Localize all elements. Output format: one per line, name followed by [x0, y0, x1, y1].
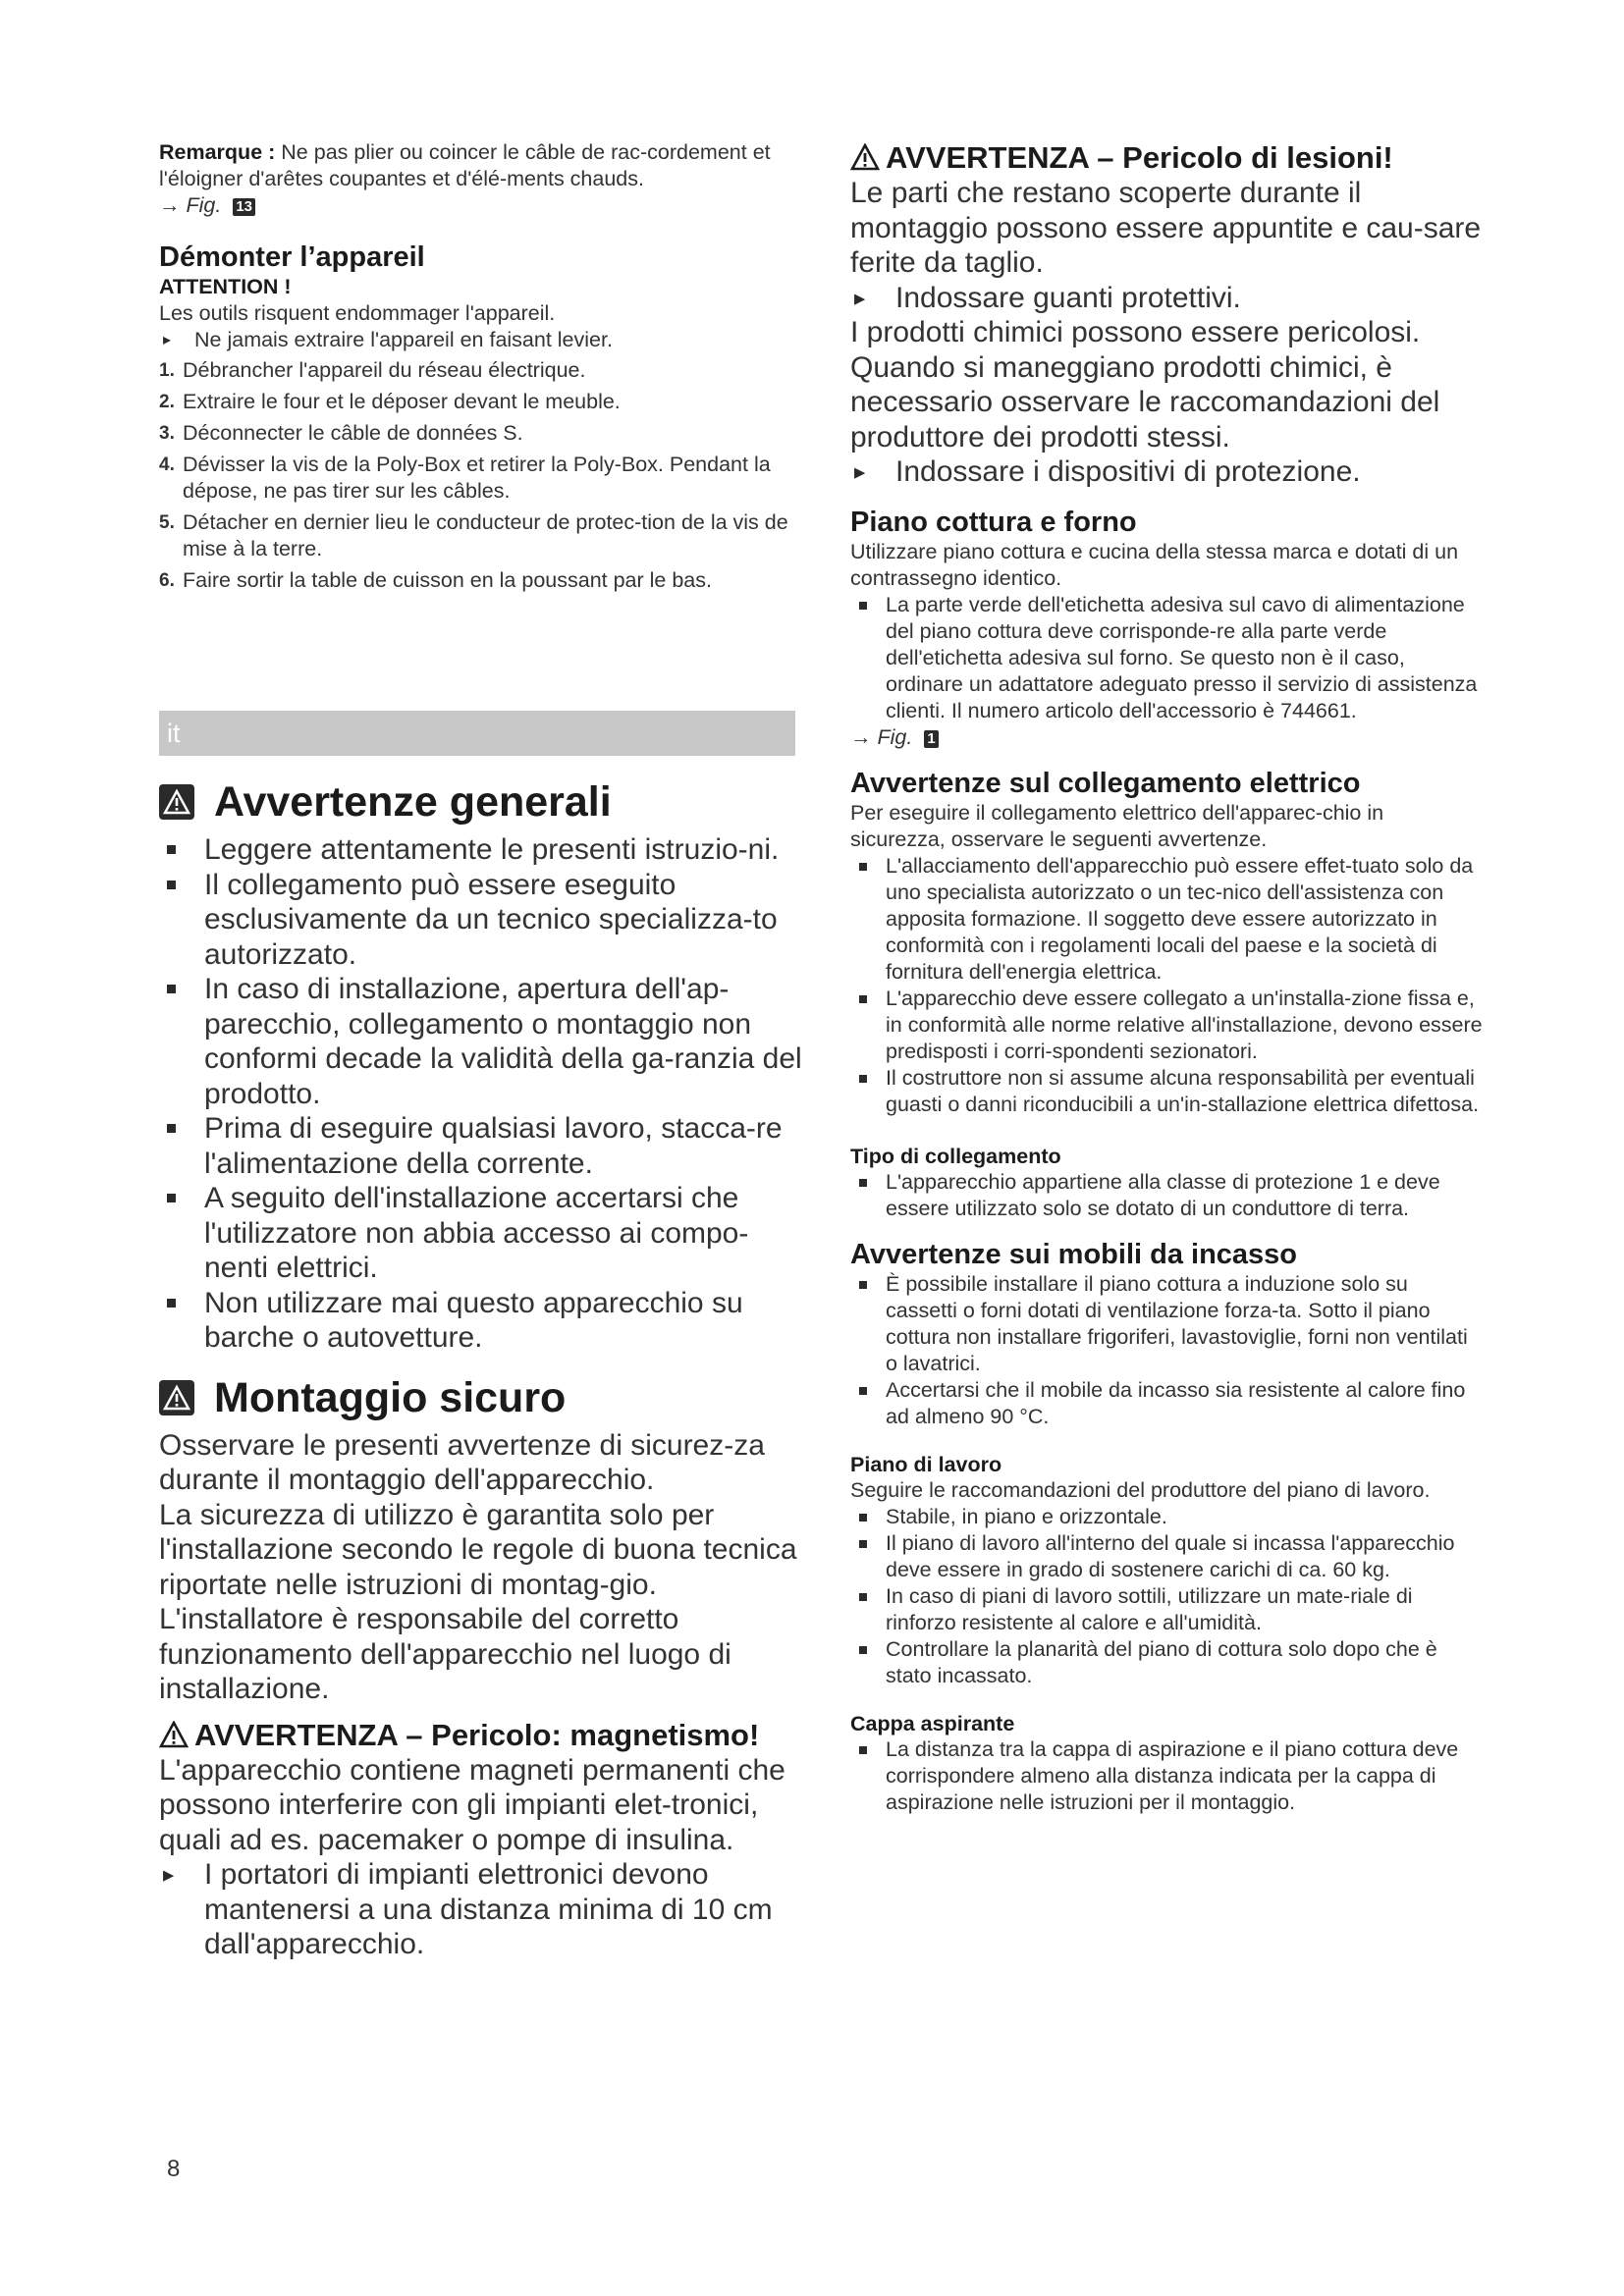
magnetismo-warning-text: L'apparecchio contiene magneti permanenti che possono interferire con gli impianti elet-tronici, quali ad es. pacemaker o pompe di insulina.: [159, 1753, 785, 1856]
warning-triangle-icon: [850, 143, 880, 171]
lesioni-bullet: ▸ Indossare guanti protettivi.: [850, 281, 1483, 316]
list-item: Controllare la planarità del piano di cottura solo dopo che è stato incassato.: [850, 1636, 1483, 1689]
warning-icon: [159, 1380, 194, 1415]
list-item: L'apparecchio deve essere collegato a un'installa-zione fissa e, in conformità alle norme relative all'installazione, devono essere predisposti i corri-spondenti sezionatori.: [850, 986, 1483, 1065]
piano-cottura-title: Piano cottura e forno: [850, 506, 1137, 538]
piano-lavoro-list: [850, 1504, 1483, 1689]
fig-label: Fig.: [186, 193, 222, 217]
montaggio-para-2: La sicurezza di utilizzo è garantita solo per l'installazione secondo le regole di buona tecnica riportate nelle istruzioni di montag-gio. L'installatore è responsabile del corretto funzionamento dell'apparecchio nel luogo di installazione.: [159, 1498, 797, 1705]
step-number: 2.: [159, 392, 175, 412]
avvertenze-generali-heading: [159, 777, 807, 827]
step-text: Faire sortir la table de cuisson en la poussant par le bas.: [183, 568, 712, 592]
list-item: Il collegamento può essere eseguito esclusivamente da un tecnico specializza-to autorizzato.: [159, 868, 807, 973]
list-item: In caso di installazione, apertura dell'ap-parecchio, collegamento o montaggio non conformi decade la validità della ga-ranzia del prodotto.: [159, 972, 807, 1111]
magnetismo-warning-heading: [159, 1717, 807, 1753]
right-column: [850, 139, 1483, 1816]
piano-lavoro-title: Piano di lavoro: [850, 1452, 1002, 1476]
step-number: 5.: [159, 512, 175, 533]
lesioni-warning-title: AVVERTENZA – Pericolo di lesioni!: [886, 140, 1393, 175]
cappa-list: [850, 1736, 1483, 1816]
step-number: 4.: [159, 454, 175, 475]
mobili-incasso-title: Avvertenze sui mobili da incasso: [850, 1238, 1298, 1270]
demonter-title: Démonter l’appareil: [159, 241, 425, 273]
attention-text: Les outils risquent endommager l'appareil.: [159, 301, 556, 325]
list-item: Il piano di lavoro all'interno del quale si incassa l'apparecchio deve essere in grado di sostenere carichi di ca. 60 kg.: [850, 1530, 1483, 1583]
step-text: Débrancher l'appareil du réseau électrique.: [183, 358, 586, 382]
list-item: Stabile, in piano e orizzontale.: [850, 1504, 1483, 1530]
list-item: Accertarsi che il mobile da incasso sia resistente al calore fino ad almeno 90 °C.: [850, 1377, 1483, 1430]
piano-cottura-text: Utilizzare piano cottura e cucina della stessa marca e dotati di un contrassegno identico.: [850, 539, 1459, 590]
remark-fig-ref: [159, 192, 795, 219]
mobili-incasso-list: [850, 1271, 1483, 1430]
step-number: 6.: [159, 570, 175, 591]
list-item: È possibile installare il piano cottura a induzione solo su cassetti o forni dotati di ventilazione forza-ta. Sotto il piano cottura non installare frigoriferi, lavastoviglie, forni non ventilati o lavatrici.: [850, 1271, 1483, 1377]
lesioni-bullet: ▸ Indossare i dispositivi di protezione.: [850, 454, 1483, 490]
step-item: [159, 420, 795, 447]
montaggio-para-1: Osservare le presenti avvertenze di sicurez-za durante il montaggio dell'apparecchio.: [159, 1428, 765, 1496]
fig-number-badge: 13: [233, 198, 255, 216]
avvertenze-generali-title: Avvertenze generali: [214, 778, 612, 826]
lesioni-text-2: I prodotti chimici possono essere pericolosi. Quando si maneggiano prodotti chimici, è necessario osservare le raccomandazioni del produttore dei prodotti stessi.: [850, 316, 1440, 454]
step-text: Détacher en dernier lieu le conducteur de protec-tion de la vis de mise à la terre.: [183, 510, 788, 561]
cappa-title: Cappa aspirante: [850, 1711, 1015, 1735]
warning-triangle-icon: [159, 1721, 189, 1748]
collegamento-title: Avvertenze sul collegamento elettrico: [850, 767, 1361, 799]
list-item: L'apparecchio appartiene alla classe di protezione 1 e deve essere utilizzato solo se dotato di un conduttore di terra.: [850, 1169, 1483, 1222]
list-item: L'allacciamento dell'apparecchio può essere effet-tuato solo da uno specialista autorizzato o un tec-nico dell'assistenza con apposita formazione. Il soggetto deve essere autorizzato in conformità con i regolamenti locali del paese e la società di fornitura dell'energia elettrica.: [850, 853, 1483, 986]
collegamento-text: Per eseguire il collegamento elettrico dell'apparec-chio in sicurezza, osservare le seguenti avvertenze.: [850, 800, 1384, 851]
fig-number-badge: 1: [924, 730, 938, 748]
tipo-collegamento-list: [850, 1169, 1483, 1222]
lesioni-bullets-2: [850, 454, 1483, 490]
arrow-icon: →: [159, 193, 181, 217]
fig-label: Fig.: [877, 724, 913, 749]
remark-text: Ne pas plier ou coincer le câble de rac-cordement et l'éloigner d'arêtes coupantes et d'élé-ments chauds.: [159, 140, 771, 190]
list-item: Prima di eseguire qualsiasi lavoro, stacca-re l'alimentazione della corrente.: [159, 1111, 807, 1181]
montaggio-sicuro-heading: [159, 1373, 807, 1422]
left-column-lower: [159, 777, 807, 1962]
list-item: La distanza tra la cappa di aspirazione e il piano cottura deve corrispondere almeno alla distanza indicata per la cappa di aspirazione nelle istruzioni per il montaggio.: [850, 1736, 1483, 1816]
attention-bullet: ▸ Ne jamais extraire l'appareil en faisant levier.: [159, 327, 795, 353]
step-text: Déconnecter le câble de données S.: [183, 421, 523, 445]
step-item: [159, 509, 795, 562]
step-number: 3.: [159, 423, 175, 444]
magnetismo-bullet: ▸ I portatori di impianti elettronici devono mantenersi a una distanza minima di 10 cm dall'apparecchio.: [159, 1857, 807, 1962]
lesioni-bullets-1: [850, 281, 1483, 316]
tipo-collegamento-title: Tipo di collegamento: [850, 1144, 1061, 1168]
demonter-steps: [159, 357, 795, 594]
remark-label: Remarque :: [159, 140, 276, 164]
remark-paragraph: [159, 139, 795, 192]
list-item: In caso di piani di lavoro sottili, utilizzare un mate-riale di rinforzo resistente al calore e all'umidità.: [850, 1583, 1483, 1636]
step-number: 1.: [159, 360, 175, 381]
piano-cottura-list: [850, 592, 1483, 724]
collegamento-list: [850, 853, 1483, 1118]
piano-cottura-fig-ref: [850, 724, 1483, 751]
step-item: [159, 357, 795, 384]
arrow-icon: →: [850, 724, 872, 749]
attention-bullets: [159, 327, 795, 353]
lesioni-text-1: Le parti che restano scoperte durante il montaggio possono essere appuntite e cau-sare ferite da taglio.: [850, 177, 1482, 279]
avvertenze-generali-list: [159, 832, 807, 1356]
step-item: [159, 452, 795, 505]
list-item: Il costruttore non si assume alcuna responsabilità per eventuali guasti o danni riconducibili a un'in-stallazione elettrica difettosa.: [850, 1065, 1483, 1118]
list-item: Leggere attentamente le presenti istruzio-ni.: [159, 832, 807, 868]
list-item: La parte verde dell'etichetta adesiva sul cavo di alimentazione del piano cottura deve corrisponde-re alla parte verde dell'etichetta adesiva sul forno. Se questo non è il caso, ordinare un adattatore adeguato presso il servizio di assistenza clienti. Il numero articolo dell'accessorio è 744661.: [850, 592, 1483, 724]
warning-icon: [159, 784, 194, 820]
list-item: A seguito dell'installazione accertarsi che l'utilizzatore non abbia accesso ai compo-nenti elettrici.: [159, 1181, 807, 1286]
list-item: Non utilizzare mai questo apparecchio su barche o autovetture.: [159, 1286, 807, 1356]
lesioni-warning-heading: [850, 139, 1483, 176]
attention-label: ATTENTION !: [159, 275, 292, 298]
step-text: Extraire le four et le déposer devant le meuble.: [183, 390, 621, 413]
language-code: it: [167, 719, 181, 748]
step-text: Dévisser la vis de la Poly-Box et retirer la Poly-Box. Pendant la dépose, ne pas tirer sur les câbles.: [183, 453, 771, 503]
magnetismo-bullets: [159, 1857, 807, 1962]
step-item: [159, 389, 795, 415]
step-item: [159, 567, 795, 594]
montaggio-sicuro-title: Montaggio sicuro: [214, 1373, 567, 1421]
magnetismo-warning-title: AVVERTENZA – Pericolo: magnetismo!: [194, 1717, 760, 1752]
left-column: [159, 139, 795, 594]
language-tab: [159, 711, 795, 756]
piano-lavoro-text: Seguire le raccomandazioni del produttore del piano di lavoro.: [850, 1477, 1431, 1502]
page-number: 8: [167, 2156, 181, 2182]
